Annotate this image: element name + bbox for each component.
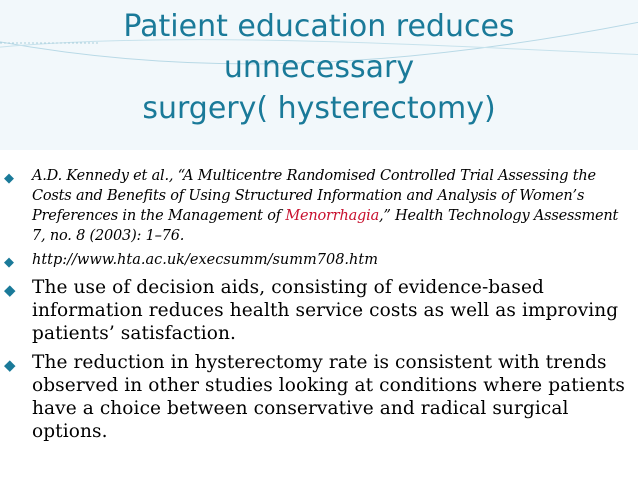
point-text: The use of decision aids, consisting of evidence-based information reduces health service costs as well as improving patients’ satisfaction.	[32, 277, 619, 344]
title-line-3: surgery( hysterectomy)	[142, 91, 496, 126]
bullet-icon: ◆	[4, 255, 14, 270]
reference-highlight: Menorrhagia	[285, 208, 380, 224]
title-line-1: Patient education reduces	[123, 9, 515, 44]
title-line-2: unnecessary	[223, 50, 415, 85]
reference-text-part2: ,” Health Technology Assessment 7, no. 8 (2003): 1–76.	[32, 208, 619, 244]
reference-url: http://www.hta.ac.uk/execsumm/summ708.htm	[32, 252, 378, 268]
reference-text-part1: A.D. Kennedy et al., “A Multicentre Randomised Controlled Trial Assessing the Costs and Benefits of Using Structured Information and Analysis of Women’s Preferences in the Management of	[32, 168, 596, 224]
bullet-icon: ◆	[4, 171, 14, 186]
page-title	[80, 6, 558, 129]
bullet-icon: ◆	[4, 356, 16, 374]
point-item	[4, 351, 632, 443]
reference-item	[4, 166, 632, 246]
point-item	[4, 276, 632, 345]
bullet-list	[4, 166, 632, 443]
url-item	[4, 250, 632, 270]
bullet-icon: ◆	[4, 281, 16, 299]
point-text: The reduction in hysterectomy rate is consistent with trends observed in other studies looking at conditions where patients have a choice between conservative and radical surgical options.	[32, 352, 626, 442]
